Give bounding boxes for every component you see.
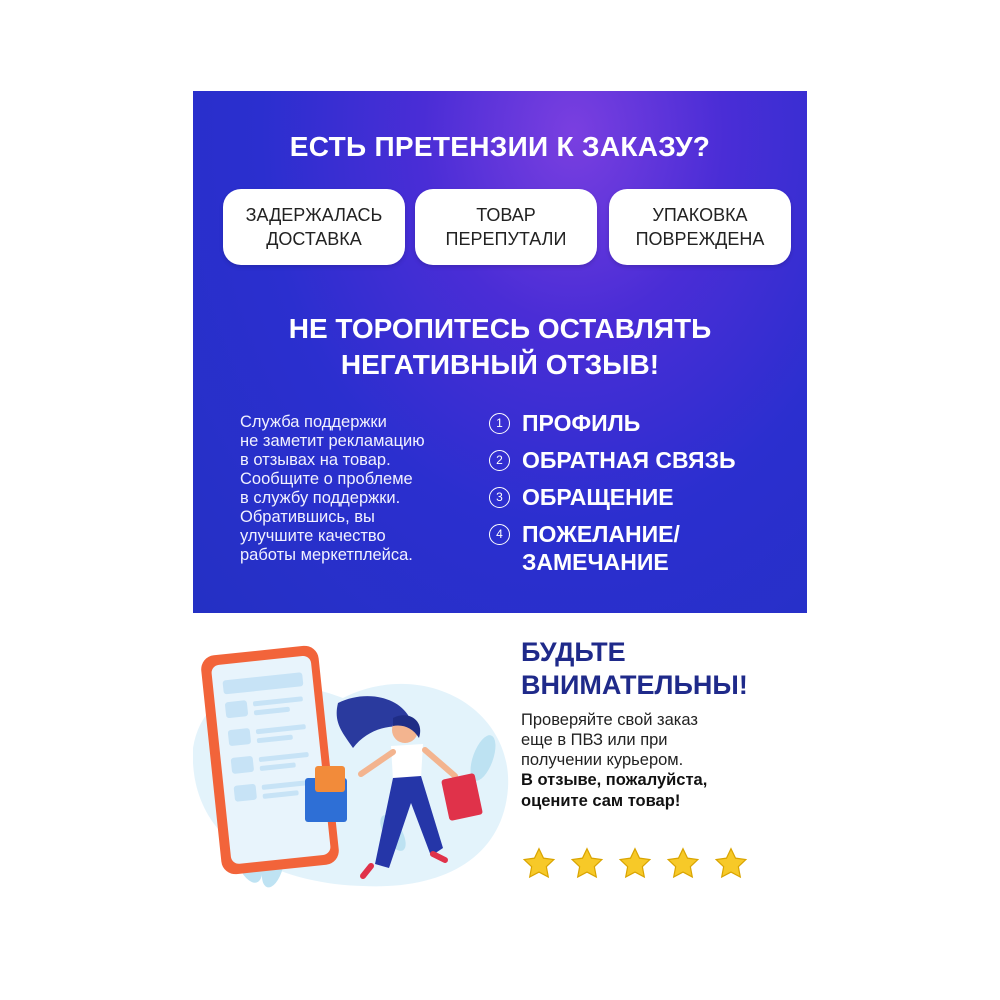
star-icon	[665, 846, 701, 882]
attention-text: Проверяйте свой заказ еще в ПВЗ или при получении курьером.	[521, 711, 698, 769]
step-number: 4	[489, 524, 510, 545]
step-item	[489, 409, 789, 437]
phone-illustration	[200, 644, 340, 875]
star-icon	[569, 846, 605, 882]
star-icon	[521, 846, 557, 882]
shopping-illustration	[193, 628, 513, 890]
attention-bold-text: В отзыве, пожалуйста, оцените сам товар!	[521, 771, 708, 810]
star-icon	[713, 846, 749, 882]
step-label: ПРОФИЛЬ	[522, 410, 641, 436]
step-item	[489, 520, 789, 576]
step-item	[489, 446, 789, 474]
issue-pill-item-mixed-up: ТОВАР ПЕРЕПУТАЛИ	[415, 189, 597, 265]
step-number: 2	[489, 450, 510, 471]
support-text: Служба поддержки не заметит рекламацию в отзывах на товар. Сообщите о проблеме в службу поддержки. Обратившись, вы улучшите качество работы меркетплейса.	[240, 413, 425, 564]
complaint-card	[193, 91, 807, 613]
step-number: 3	[489, 487, 510, 508]
rating-stars	[521, 846, 761, 882]
star-icon	[617, 846, 653, 882]
headline: НЕ ТОРОПИТЕСЬ ОСТАВЛЯТЬ НЕГАТИВНЫЙ ОТЗЫВ!	[288, 313, 712, 380]
step-label: ПОЖЕЛАНИЕ/ ЗАМЕЧАНИЕ	[522, 521, 680, 575]
issue-pill-package-damaged: УПАКОВКА ПОВРЕЖДЕНА	[609, 189, 791, 265]
step-number: 1	[489, 413, 510, 434]
step-label: ОБРАТНАЯ СВЯЗЬ	[522, 447, 736, 473]
step-label: ОБРАЩЕНИЕ	[522, 484, 674, 510]
attention-block	[521, 636, 791, 812]
issue-pill-delivery-delayed: ЗАДЕРЖАЛАСЬ ДОСТАВКА	[223, 189, 405, 265]
attention-title: БУДЬТЕ ВНИМАТЕЛЬНЫ!	[521, 637, 748, 700]
card-title: ЕСТЬ ПРЕТЕНЗИИ К ЗАКАЗУ?	[289, 131, 711, 162]
step-item	[489, 483, 789, 511]
